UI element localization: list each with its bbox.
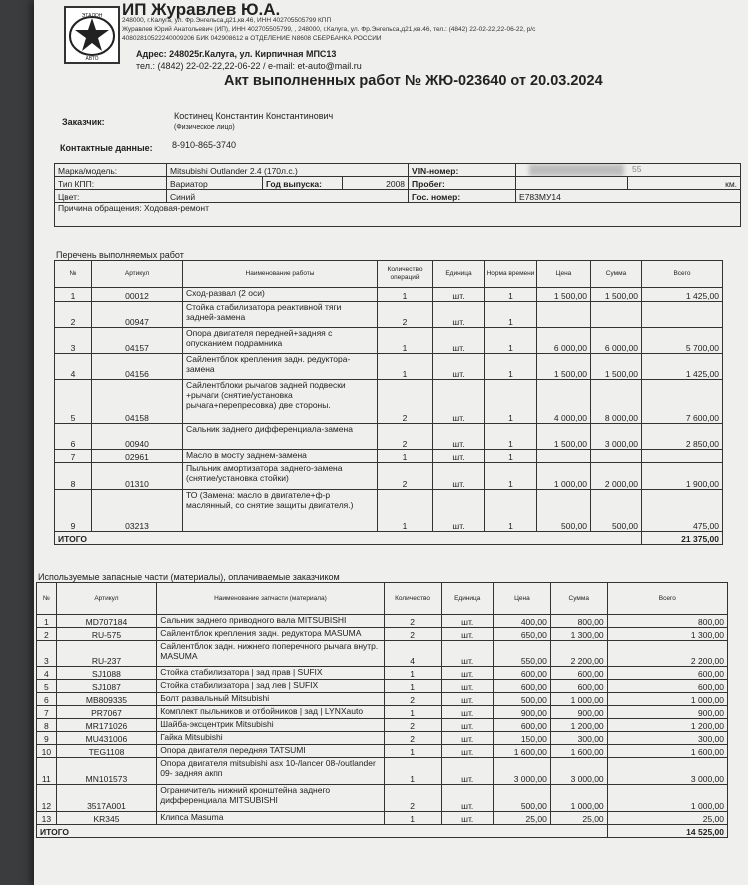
parts-cell-total: 3 000,00 [607, 758, 727, 785]
parts-cell-n: 12 [37, 785, 57, 812]
parts-col-name: Наименование запчасти (материала) [157, 583, 384, 615]
parts-col-unit: Единица [441, 583, 493, 615]
parts-cell-art: MR171026 [56, 719, 157, 732]
parts-cell-total: 900,00 [607, 706, 727, 719]
parts-cell-name: Ограничитель нижний кронштейна заднего дифференциала MITSUBISHI [157, 785, 384, 812]
works-cell-sum: 500,00 [591, 490, 642, 532]
works-heading: Перечень выполняемых работ [56, 250, 184, 260]
works-cell-total: 7 600,00 [642, 380, 723, 424]
parts-cell-n: 1 [37, 615, 57, 628]
works-cell-name: Опора двигателя передней+задняя с опусканием подрамника [183, 328, 378, 354]
works-cell-price: 6 000,00 [537, 328, 591, 354]
company-contacts: тел.: (4842) 22-02-22,22-06-22 / e-mail: et-auto@mail.ru [136, 61, 362, 71]
works-cell-name: Сайлентблоки рычагов задней подвески +рычаги (снятие/установка рычага+перепресовка) две стороны. [183, 380, 378, 424]
works-cell-sum: 3 000,00 [591, 424, 642, 450]
company-requisites-3: 40802810522240009206 БИК 042908612 в ОТДЕЛЕНИЕ N8608 СБЕРБАНКА РОССИИ [122, 35, 382, 42]
parts-cell-qty: 2 [384, 785, 441, 812]
parts-cell-unit: шт. [441, 758, 493, 785]
works-cell-norm: 1 [485, 380, 537, 424]
parts-cell-sum: 600,00 [550, 680, 607, 693]
parts-cell-qty: 1 [384, 706, 441, 719]
parts-cell-name: Гайка Mitsubishi [157, 732, 384, 745]
works-cell-unit: шт. [433, 450, 485, 463]
color-label: Цвет: [55, 190, 167, 203]
parts-cell-art: MB809335 [56, 693, 157, 706]
works-cell-art: 00940 [92, 424, 183, 450]
works-cell-qty: 2 [378, 424, 433, 450]
parts-cell-price: 25,00 [493, 812, 550, 825]
gearbox-value: Вариатор [167, 177, 263, 190]
parts-cell-price: 600,00 [493, 719, 550, 732]
parts-cell-qty: 1 [384, 745, 441, 758]
parts-cell-sum: 1 300,00 [550, 628, 607, 641]
parts-total-label: ИТОГО [37, 825, 608, 838]
parts-col-qty: Количество [384, 583, 441, 615]
works-total-value: 21 375,00 [642, 532, 723, 545]
parts-cell-qty: 1 [384, 667, 441, 680]
parts-cell-n: 2 [37, 628, 57, 641]
table-row [37, 812, 728, 825]
parts-cell-qty: 4 [384, 641, 441, 667]
parts-cell-sum: 3 000,00 [550, 758, 607, 785]
contacts-label: Контактные данные: [60, 143, 153, 153]
parts-cell-sum: 300,00 [550, 732, 607, 745]
works-cell-n: 5 [55, 380, 92, 424]
works-cell-art: 03213 [92, 490, 183, 532]
visit-reason: Причина обращения: Ходовая-ремонт [55, 203, 741, 227]
works-cell-qty: 2 [378, 380, 433, 424]
works-cell-norm: 1 [485, 328, 537, 354]
works-cell-qty: 2 [378, 302, 433, 328]
works-cell-name: Сальник заднего дифференциала-замена [183, 424, 378, 450]
table-row [37, 628, 728, 641]
works-cell-art: 04158 [92, 380, 183, 424]
parts-cell-art: KR345 [56, 812, 157, 825]
parts-cell-name: Комплект пыльников и отбойников | зад | LYNXauto [157, 706, 384, 719]
parts-cell-art: MU431006 [56, 732, 157, 745]
document-title: Акт выполненных работ № ЖЮ-023640 от 20.03.2024 [224, 73, 603, 89]
works-col-name: Наименование работы [183, 261, 378, 288]
logo-top-text: ЭТАЛОН [81, 13, 103, 19]
table-row [37, 706, 728, 719]
plate-value: Е783МУ14 [516, 190, 741, 203]
parts-cell-price: 3 000,00 [493, 758, 550, 785]
vin-value: 55 [516, 164, 741, 177]
mileage-value [516, 177, 628, 190]
parts-cell-unit: шт. [441, 680, 493, 693]
parts-cell-total: 25,00 [607, 812, 727, 825]
works-cell-art: 02961 [92, 450, 183, 463]
works-total-row [55, 532, 723, 545]
parts-cell-sum: 800,00 [550, 615, 607, 628]
parts-cell-sum: 600,00 [550, 667, 607, 680]
works-col-total: Всего [642, 261, 723, 288]
works-cell-total [642, 302, 723, 328]
works-cell-sum: 2 000,00 [591, 463, 642, 490]
parts-cell-n: 3 [37, 641, 57, 667]
parts-cell-price: 500,00 [493, 693, 550, 706]
works-col-sum: Сумма [591, 261, 642, 288]
parts-cell-unit: шт. [441, 745, 493, 758]
parts-cell-total: 1 600,00 [607, 745, 727, 758]
table-row [55, 288, 723, 302]
table-row [37, 719, 728, 732]
works-cell-norm: 1 [485, 302, 537, 328]
table-row [37, 758, 728, 785]
parts-cell-qty: 2 [384, 615, 441, 628]
year-value: 2008 [343, 177, 409, 190]
mileage-label: Пробег: [409, 177, 516, 190]
table-row [55, 380, 723, 424]
works-cell-art: 00947 [92, 302, 183, 328]
works-table [54, 260, 723, 545]
parts-col-n: № [37, 583, 57, 615]
works-col-price: Цена [537, 261, 591, 288]
works-cell-total: 1 425,00 [642, 288, 723, 302]
parts-cell-total: 2 200,00 [607, 641, 727, 667]
parts-cell-art: RU-575 [56, 628, 157, 641]
parts-cell-unit: шт. [441, 615, 493, 628]
vin-label: VIN-номер: [409, 164, 516, 177]
works-cell-total: 475,00 [642, 490, 723, 532]
works-cell-price: 1 500,00 [537, 424, 591, 450]
works-cell-name: Сайлентблок крепления задн. редуктора-замена [183, 354, 378, 380]
works-cell-total: 2 850,00 [642, 424, 723, 450]
works-cell-qty: 1 [378, 450, 433, 463]
parts-cell-sum: 25,00 [550, 812, 607, 825]
works-cell-norm: 1 [485, 424, 537, 450]
works-cell-sum: 8 000,00 [591, 380, 642, 424]
parts-cell-name: Шайба-эксцентрик Mitsubishi [157, 719, 384, 732]
works-col-qty: Количество операций [378, 261, 433, 288]
table-row [37, 667, 728, 680]
parts-cell-price: 150,00 [493, 732, 550, 745]
works-cell-name: ТО (Замена: масло в двигателе+ф-р маслянный, со снятие защиты двигателя.) [183, 490, 378, 532]
works-cell-total [642, 450, 723, 463]
table-row [55, 463, 723, 490]
parts-cell-art: MN101573 [56, 758, 157, 785]
works-total-label: ИТОГО [55, 532, 642, 545]
parts-cell-n: 9 [37, 732, 57, 745]
parts-cell-sum: 1 000,00 [550, 693, 607, 706]
works-cell-total: 1 900,00 [642, 463, 723, 490]
works-cell-n: 8 [55, 463, 92, 490]
parts-cell-n: 7 [37, 706, 57, 719]
works-cell-qty: 2 [378, 463, 433, 490]
table-row [55, 450, 723, 463]
table-row [55, 302, 723, 328]
works-cell-art: 00012 [92, 288, 183, 302]
table-row [55, 354, 723, 380]
works-cell-price [537, 302, 591, 328]
works-cell-price: 1 500,00 [537, 354, 591, 380]
parts-cell-name: Клипса Masuma [157, 812, 384, 825]
works-cell-unit: шт. [433, 354, 485, 380]
table-row [37, 732, 728, 745]
parts-cell-unit: шт. [441, 693, 493, 706]
parts-heading: Используемые запасные части (материалы), оплачиваемые заказчиком [38, 572, 340, 582]
table-row [37, 745, 728, 758]
works-cell-qty: 1 [378, 288, 433, 302]
parts-cell-n: 5 [37, 680, 57, 693]
works-cell-norm: 1 [485, 354, 537, 380]
works-cell-price: 4 000,00 [537, 380, 591, 424]
customer-label: Заказчик: [62, 117, 105, 127]
works-cell-price: 500,00 [537, 490, 591, 532]
parts-cell-unit: шт. [441, 785, 493, 812]
mileage-unit: км. [628, 177, 741, 190]
customer-type: (Физическое лицо) [174, 124, 235, 131]
parts-cell-name: Болт развальный Mitsubishi [157, 693, 384, 706]
table-row [37, 693, 728, 706]
parts-cell-total: 800,00 [607, 615, 727, 628]
table-row [55, 490, 723, 532]
works-cell-sum: 6 000,00 [591, 328, 642, 354]
works-cell-sum [591, 302, 642, 328]
works-cell-unit: шт. [433, 380, 485, 424]
parts-total-value: 14 525,00 [607, 825, 727, 838]
parts-cell-art: TEG1108 [56, 745, 157, 758]
works-cell-total: 1 425,00 [642, 354, 723, 380]
parts-cell-sum: 1 000,00 [550, 785, 607, 812]
parts-cell-price: 550,00 [493, 641, 550, 667]
parts-cell-qty: 1 [384, 812, 441, 825]
parts-cell-sum: 1 200,00 [550, 719, 607, 732]
parts-cell-art: SJ1087 [56, 680, 157, 693]
works-cell-unit: шт. [433, 463, 485, 490]
works-cell-sum [591, 450, 642, 463]
works-cell-qty: 1 [378, 490, 433, 532]
parts-cell-qty: 2 [384, 719, 441, 732]
parts-cell-n: 11 [37, 758, 57, 785]
works-cell-unit: шт. [433, 424, 485, 450]
works-cell-name: Сход-развал (2 оси) [183, 288, 378, 302]
table-row [37, 680, 728, 693]
parts-cell-qty: 1 [384, 758, 441, 785]
plate-label: Гос. номер: [409, 190, 516, 203]
parts-cell-name: Опора двигателя mitsubishi asx 10-/lancer 08-/outlander 09- задняя акпп [157, 758, 384, 785]
parts-col-total: Всего [607, 583, 727, 615]
parts-cell-art: MD707184 [56, 615, 157, 628]
parts-col-price: Цена [493, 583, 550, 615]
parts-total-row [37, 825, 728, 838]
color-value: Синий [167, 190, 409, 203]
table-row [37, 615, 728, 628]
parts-cell-total: 1 200,00 [607, 719, 727, 732]
vehicle-table [54, 163, 741, 227]
make-value: Mitsubishi Outlander 2.4 (170л.с.) [167, 164, 409, 177]
parts-cell-unit: шт. [441, 812, 493, 825]
parts-cell-unit: шт. [441, 628, 493, 641]
parts-cell-total: 1 000,00 [607, 785, 727, 812]
works-cell-sum: 1 500,00 [591, 288, 642, 302]
parts-col-sum: Сумма [550, 583, 607, 615]
parts-cell-name: Опора двигателя передняя TATSUMI [157, 745, 384, 758]
works-cell-sum: 1 500,00 [591, 354, 642, 380]
works-cell-name: Масло в мосту заднем-замена [183, 450, 378, 463]
works-cell-unit: шт. [433, 328, 485, 354]
works-cell-unit: шт. [433, 490, 485, 532]
parts-cell-qty: 2 [384, 693, 441, 706]
customer-phone: 8-910-865-3740 [172, 140, 237, 150]
works-cell-norm: 1 [485, 490, 537, 532]
parts-cell-qty: 2 [384, 732, 441, 745]
document-sheet [34, 0, 748, 885]
parts-cell-name: Сайлентблок задн. нижнего поперечного рычага внутр. MASUMA [157, 641, 384, 667]
parts-cell-price: 500,00 [493, 785, 550, 812]
works-cell-n: 1 [55, 288, 92, 302]
parts-cell-total: 1 000,00 [607, 693, 727, 706]
table-row [37, 641, 728, 667]
parts-col-article: Артикул [56, 583, 157, 615]
year-label: Год выпуска: [263, 177, 343, 190]
make-label: Марка/модель: [55, 164, 167, 177]
company-logo [64, 6, 120, 64]
parts-cell-unit: шт. [441, 641, 493, 667]
parts-cell-name: Сайлентблок крепления задн. редуктора MASUMA [157, 628, 384, 641]
works-cell-norm: 1 [485, 288, 537, 302]
parts-cell-n: 10 [37, 745, 57, 758]
parts-cell-total: 1 300,00 [607, 628, 727, 641]
works-col-n: № [55, 261, 92, 288]
company-name: ИП Журавлев Ю.А. [122, 0, 281, 19]
parts-cell-price: 650,00 [493, 628, 550, 641]
works-cell-qty: 1 [378, 354, 433, 380]
parts-table [36, 582, 728, 838]
works-cell-n: 9 [55, 490, 92, 532]
works-cell-qty: 1 [378, 328, 433, 354]
parts-cell-total: 300,00 [607, 732, 727, 745]
parts-cell-n: 13 [37, 812, 57, 825]
parts-cell-price: 600,00 [493, 667, 550, 680]
works-cell-unit: шт. [433, 288, 485, 302]
works-cell-total: 5 700,00 [642, 328, 723, 354]
parts-cell-unit: шт. [441, 719, 493, 732]
parts-cell-price: 900,00 [493, 706, 550, 719]
star-logo-icon [66, 8, 118, 62]
works-cell-price [537, 450, 591, 463]
parts-cell-name: Сальник заднего приводного вала MITSUBISHI [157, 615, 384, 628]
parts-cell-n: 6 [37, 693, 57, 706]
works-cell-n: 2 [55, 302, 92, 328]
parts-cell-sum: 900,00 [550, 706, 607, 719]
works-cell-art: 01310 [92, 463, 183, 490]
parts-cell-total: 600,00 [607, 680, 727, 693]
parts-cell-total: 600,00 [607, 667, 727, 680]
parts-cell-art: PR7067 [56, 706, 157, 719]
works-cell-price: 1 500,00 [537, 288, 591, 302]
company-requisites-2: Журавлев Юрий Анатольевич (ИП), ИНН 402705505799, , 248000, г.Калуга, ул. Фр.Энгельса,д21,кв.46, тел.: (4842) 22-02-22,22-06-22, р/с [122, 26, 536, 33]
customer-name: Костинец Константин Константинович [174, 111, 334, 121]
works-col-article: Артикул [92, 261, 183, 288]
works-cell-n: 6 [55, 424, 92, 450]
vin-redaction [529, 164, 624, 176]
works-cell-price: 1 000,00 [537, 463, 591, 490]
parts-cell-price: 1 600,00 [493, 745, 550, 758]
works-cell-n: 7 [55, 450, 92, 463]
parts-cell-unit: шт. [441, 667, 493, 680]
parts-cell-qty: 2 [384, 628, 441, 641]
company-address: Адрес: 248025г.Калуга, ул. Кирпичная МПС13 [136, 49, 337, 59]
parts-cell-unit: шт. [441, 706, 493, 719]
works-cell-art: 04157 [92, 328, 183, 354]
works-cell-art: 04156 [92, 354, 183, 380]
parts-cell-price: 600,00 [493, 680, 550, 693]
works-cell-n: 3 [55, 328, 92, 354]
parts-cell-art: 3517A001 [56, 785, 157, 812]
parts-cell-name: Стойка стабилизатора | зад лев | SUFIX [157, 680, 384, 693]
parts-cell-art: RU-237 [56, 641, 157, 667]
works-cell-unit: шт. [433, 302, 485, 328]
parts-cell-name: Стойка стабилизатора | зад прав | SUFIX [157, 667, 384, 680]
parts-cell-n: 4 [37, 667, 57, 680]
parts-cell-sum: 1 600,00 [550, 745, 607, 758]
company-requisites-1: 248000, г.Калуга, ул. Фр.Энгельса,д21,кв.46, ИНН 402705505799 КПП [122, 17, 332, 24]
table-row [37, 785, 728, 812]
logo-bottom-text: АВТО [85, 56, 99, 62]
parts-cell-sum: 2 200,00 [550, 641, 607, 667]
works-cell-norm: 1 [485, 463, 537, 490]
gearbox-label: Тип КПП: [55, 177, 167, 190]
parts-cell-art: SJ1088 [56, 667, 157, 680]
works-col-unit: Единица [433, 261, 485, 288]
parts-cell-price: 400,00 [493, 615, 550, 628]
works-cell-name: Стойка стабилизатора реактивной тяги задней-замена [183, 302, 378, 328]
parts-cell-unit: шт. [441, 732, 493, 745]
table-row [55, 328, 723, 354]
works-cell-norm: 1 [485, 450, 537, 463]
table-row [55, 424, 723, 450]
works-col-norm: Норма времени [485, 261, 537, 288]
parts-cell-n: 8 [37, 719, 57, 732]
parts-cell-qty: 1 [384, 680, 441, 693]
works-cell-n: 4 [55, 354, 92, 380]
works-cell-name: Пыльник амортизатора заднего-замена (снятие/установка стойки) [183, 463, 378, 490]
